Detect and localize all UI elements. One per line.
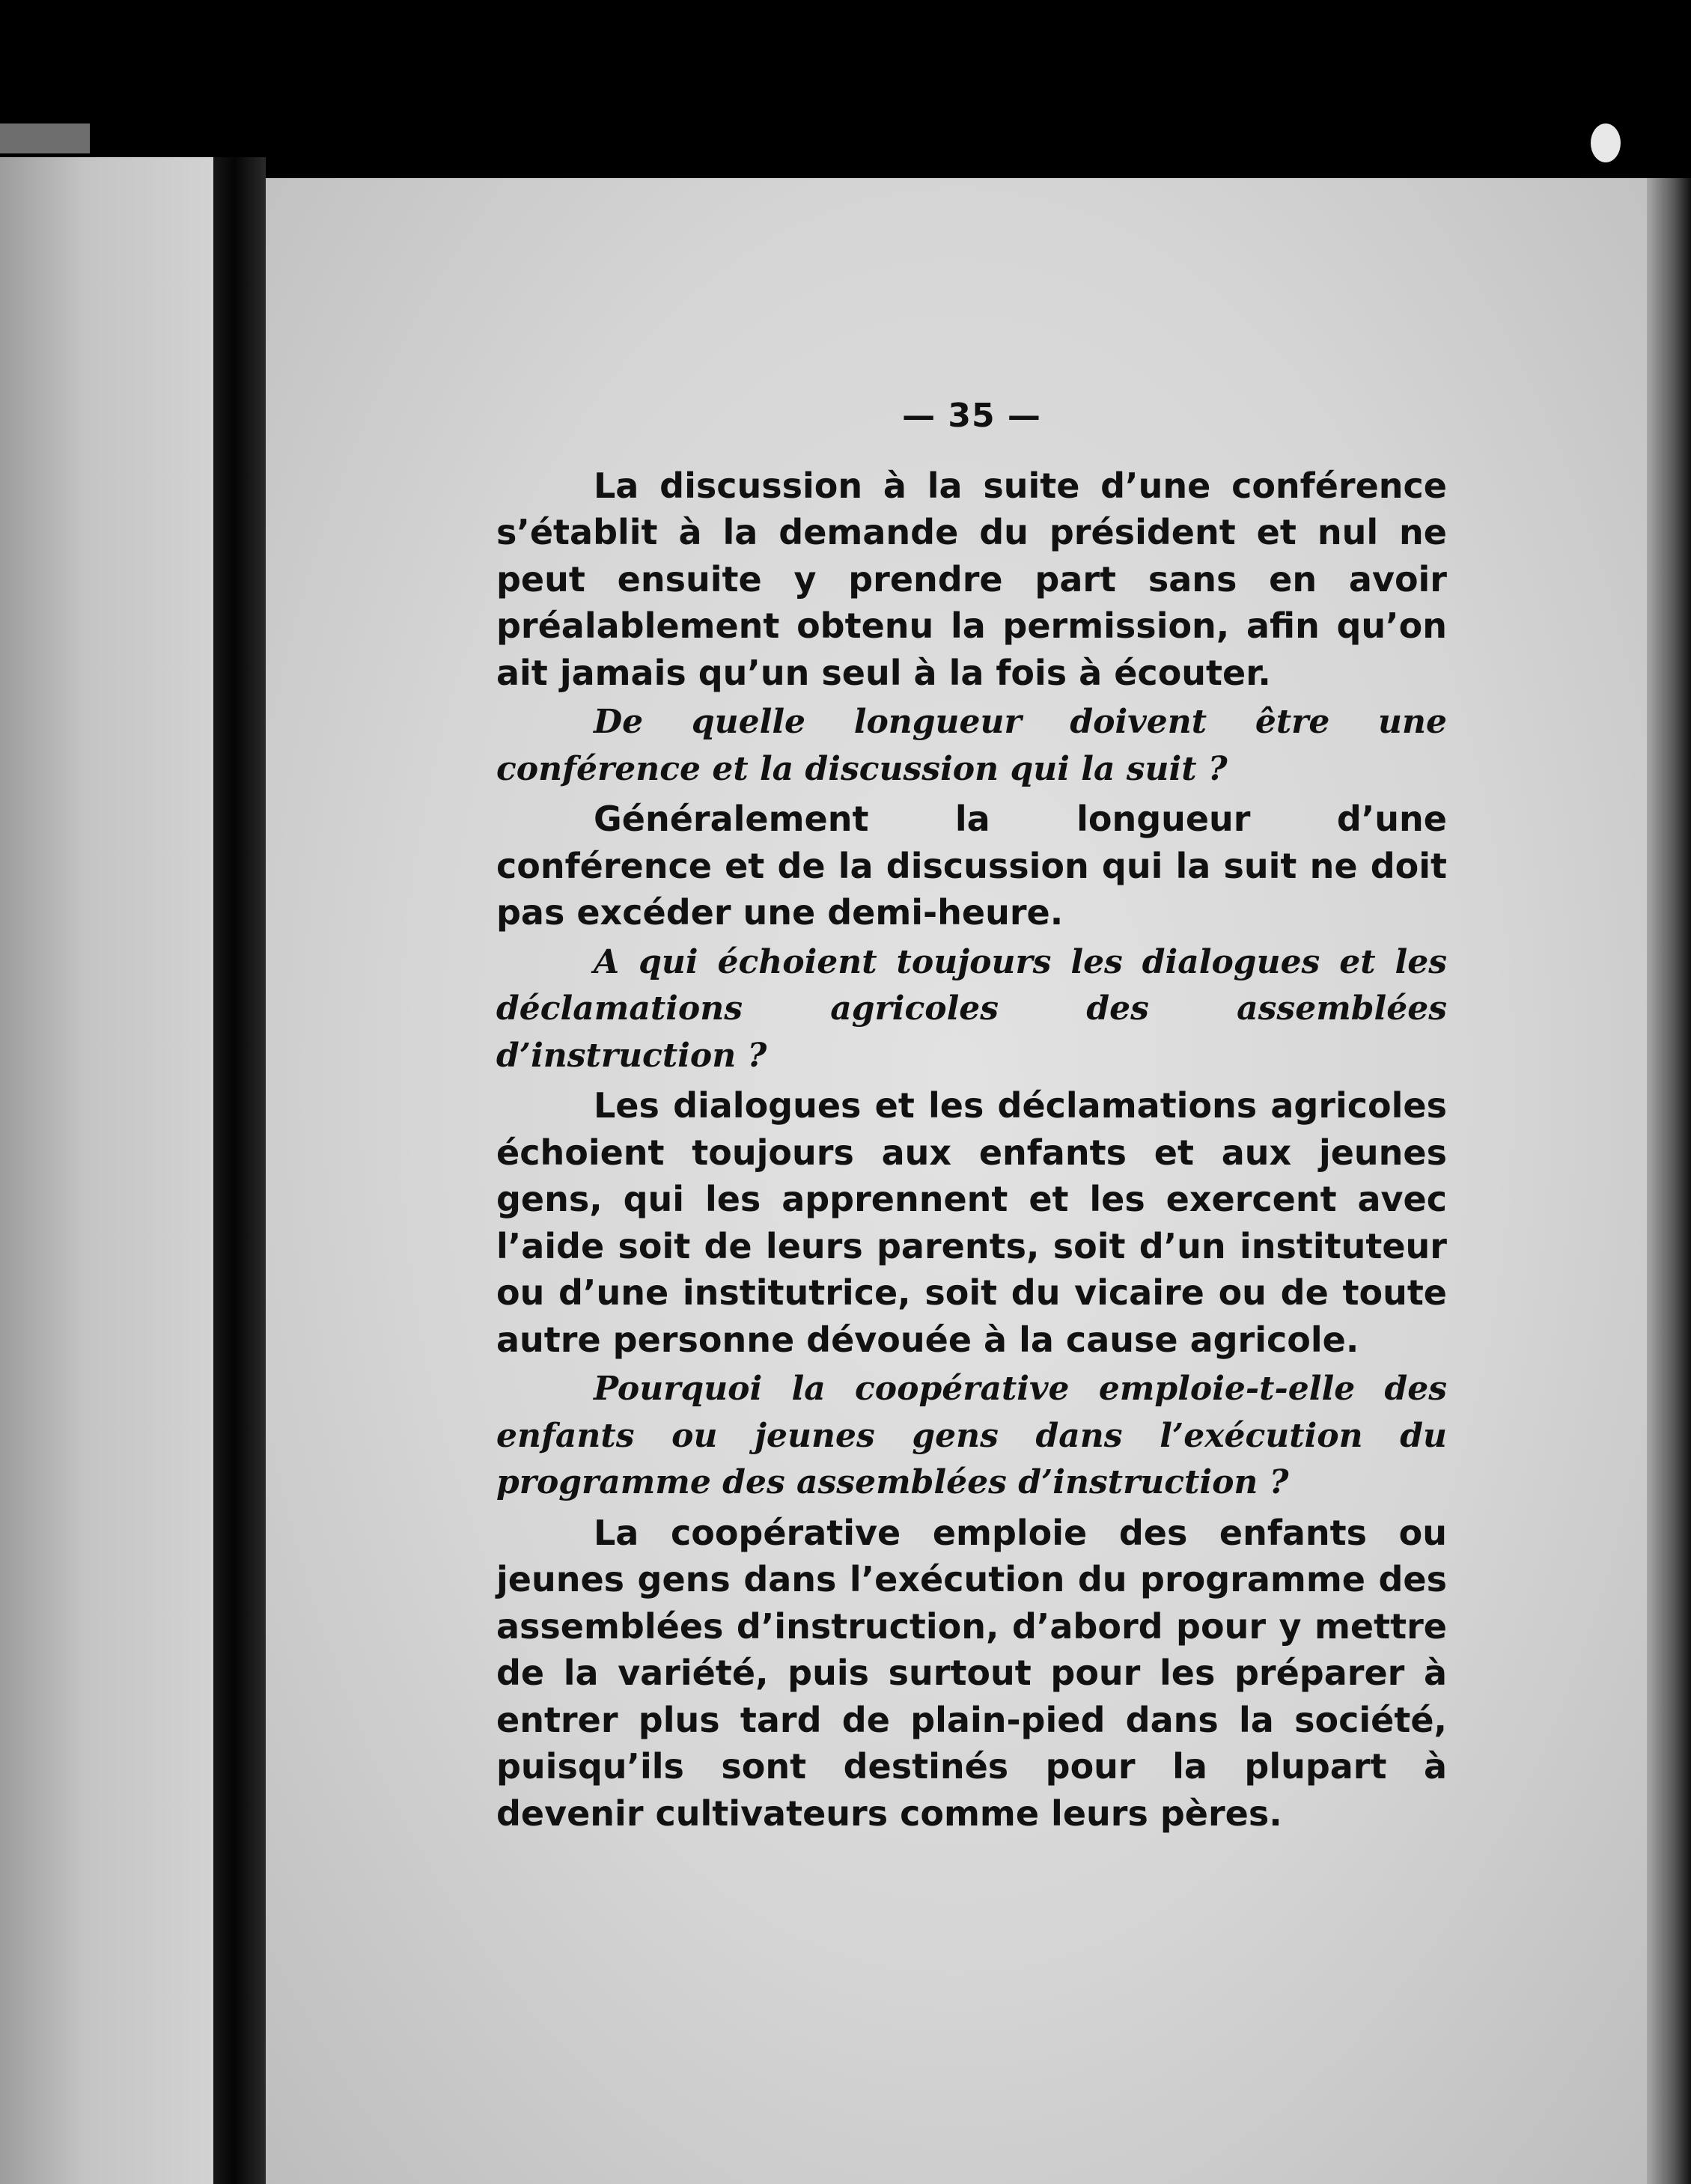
question-paragraph: De quelle longueur doivent être une conférence et la discussion qui la suit ?	[496, 703, 1447, 788]
page-right-edge	[1647, 178, 1691, 2184]
page-content	[496, 393, 1447, 1837]
facing-page-edge	[0, 157, 213, 2184]
question-paragraph: Pourquoi la coopérative emploie-t-elle des enfants ou jeunes gens dans l’exécution du programme des assemblées d’instruction ?	[496, 1370, 1447, 1501]
book-gutter	[213, 157, 266, 2184]
page-number: — 35 —	[902, 397, 1041, 435]
answer-paragraph: Généralement la longueur d’une conférence et de la discussion qui la suit ne doit pas excéder une demi-heure.	[496, 799, 1447, 933]
answer-paragraph: La discussion à la suite d’une conférence s’établit à la demande du président et nul ne peut ensuite y prendre part sans en avoir préalablement obtenu la permission, afin qu’on ait jamais qu’un seul à la fois à écouter.	[496, 465, 1447, 693]
scan-border-fragment	[0, 123, 90, 153]
question-paragraph: A qui échoient toujours les dialogues et les déclamations agricoles des assemblées d’instruction ?	[496, 942, 1447, 1075]
answer-paragraph: Les dialogues et les déclamations agricoles échoient toujours aux enfants et aux jeunes gens, qui les apprennent et les exercent avec l’aide soit de leurs parents, soit d’un instituteur ou d’une institutrice, soit du vicaire ou de toute autre personne dévouée à la cause agricole.	[496, 1085, 1447, 1360]
answer-paragraph: La coopérative emploie des enfants ou jeunes gens dans l’exécution du programme des assemblées d’instruction, d’abord pour y mettre de la variété, puis surtout pour les préparer à entrer plus tard de plain-pied dans la société, puisqu’ils sont destinés pour la plupart à devenir cultivateurs comme leurs pères.	[496, 1512, 1447, 1834]
scan-light-spot	[1591, 123, 1621, 162]
